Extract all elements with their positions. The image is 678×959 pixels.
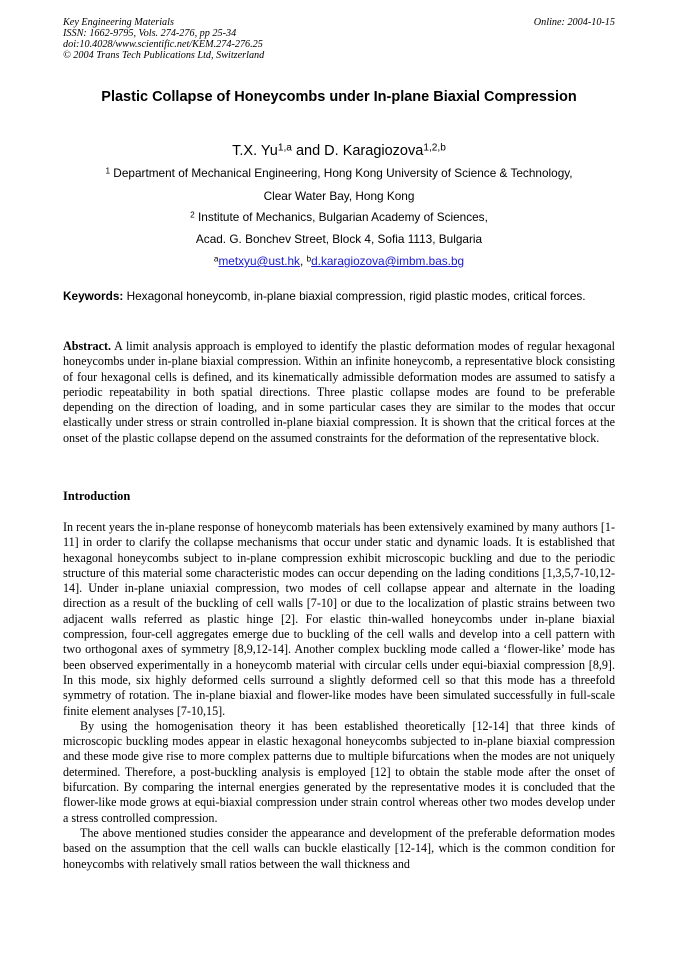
- intro-paragraph-3: The above mentioned studies consider the appearance and development of the preferable deformation modes based on the assumption that the cell walls can buckle elastically [12-14], which is the common condition for honeycombs with relatively small ratios between the wall thickness and: [63, 825, 615, 871]
- journal-header: [63, 17, 264, 61]
- email-a-sup: a: [213, 254, 219, 264]
- copyright-line: © 2004 Trans Tech Publications Ltd, Switzerland: [63, 50, 265, 61]
- email-separator: ,: [299, 254, 307, 268]
- email-line: [0, 254, 678, 268]
- keywords-label: Keywords:: [63, 289, 124, 303]
- affiliation-2-line-1: [0, 210, 678, 224]
- keywords-line: [63, 289, 586, 303]
- keywords-text: Hexagonal honeycomb, in-plane biaxial compression, rigid plastic modes, critical forces.: [123, 289, 586, 303]
- abstract-text: A limit analysis approach is employed to identify the plastic deformation modes of regular hexagonal honeycombs under in-plane biaxial compression. Within an infinite honeycomb, a representative block consisting of four hexagonal cells is defined, and its kinematically admissible deformation modes are assumed to satisfy a periodic repeatability in both spatial directions. Three plastic collapse modes are found to be preferable depending on the direction of loading, and in some particular cases they are similar to the modes that occur elastically under stress or strain controlled in-plane biaxial compression. It is shown that the critical forces at the onset of the plastic collapse depend on the assumed constraints for the deformation of the representative block.: [63, 339, 615, 445]
- doi-line: doi:10.4028/www.scientific.net/KEM.274-276.25: [63, 39, 263, 50]
- author-1-sup: 1,a: [277, 142, 292, 154]
- introduction-heading: Introduction: [63, 489, 131, 503]
- email-a-link[interactable]: metxyu@ust.hk: [218, 254, 300, 268]
- author-1: T.X. Yu: [232, 143, 278, 159]
- aff-1-text: Department of Mechanical Engineering, Hong Kong University of Science & Technology,: [110, 166, 573, 180]
- intro-paragraph-2: By using the homogenisation theory it has been established theoretically [12-14] that three kinds of microscopic buckling modes appear in elastic hexagonal honeycombs subjected to in-plane biaxial compression and these mode give rise to more complex patterns due to multiple bifurcations when the modes are not uniquely determined. Therefore, a post-buckling analysis is employed [12] to obtain the stable mode after the onset of bifurcation. By comparing the internal energies generated by the representative modes it is concluded that the flower-like mode grows at equi-biaxial compression under strain control whereas other two modes develop under a stress controlled compression.: [63, 718, 615, 825]
- abstract-label: Abstract.: [63, 339, 112, 353]
- intro-paragraph-1: In recent years the in-plane response of honeycomb materials has been extensively examined by many authors [1-11] in order to clarify the collapse mechanisms that occur under static and dynamic loads. It is established that hexagonal honeycombs subject to in-plane compression exhibit microscopic buckling and due to the periodic structure of this material some characteristic modes can occur depending on the lading conditions [1,3,5,7-10,12-14]. Under in-plane uniaxial compression, two modes of cell collapse appear and alternate in the loading direction as a result of the buckling of cell walls [7-10] or due to the localization of plastic strains between two adjacent walls referred as plastic hinge [2]. For elastic thin-walled honeycombs under in-plane biaxial compression, four-cell aggregates emerge due to buckling of the cell walls and develop into a cell pattern with two orthogonal axes of symmetry [8,9,12-14]. Another complex buckling mode called a ‘flower-like’ mode has been observed experimentally in a honeycomb material with circular cells under equi-biaxial compression [8,9]. In this mode, six highly deformed cells surround a slightly deformed cell so that this mode has a threefold symmetry of rotation. The in-plane biaxial and flower-like modes have been simulated successfully in full-scale finite element analyses [7-10,15].: [63, 520, 615, 718]
- affiliation-1-line-1: [0, 166, 678, 180]
- aff-2-sup: 2: [190, 210, 195, 220]
- aff-2-text: Institute of Mechanics, Bulgarian Academy of Sciences,: [194, 210, 488, 224]
- affiliation-1-line-2: Clear Water Bay, Hong Kong: [263, 189, 415, 203]
- affiliation-2-line-2: Acad. G. Bonchev Street, Block 4, Sofia 1113, Bulgaria: [195, 232, 483, 246]
- author-connector: and: [291, 143, 325, 159]
- author-line: [0, 143, 678, 159]
- abstract: [63, 339, 615, 446]
- author-2: D. Karagiozova: [324, 143, 424, 159]
- issn-line: ISSN: 1662-9795, Vols. 274-276, pp 25-34: [63, 28, 237, 39]
- paper-title: Plastic Collapse of Honeycombs under In-plane Biaxial Compression: [101, 89, 577, 105]
- author-2-sup: 1,2,b: [423, 142, 446, 154]
- online-date: Online: 2004-10-15: [533, 17, 615, 28]
- introduction-body: [63, 520, 615, 872]
- email-b-sup: b: [306, 254, 312, 264]
- email-b-link[interactable]: d.karagiozova@imbm.bas.bg: [311, 254, 465, 268]
- aff-1-sup: 1: [105, 166, 111, 176]
- journal-name: Key Engineering Materials: [63, 17, 174, 28]
